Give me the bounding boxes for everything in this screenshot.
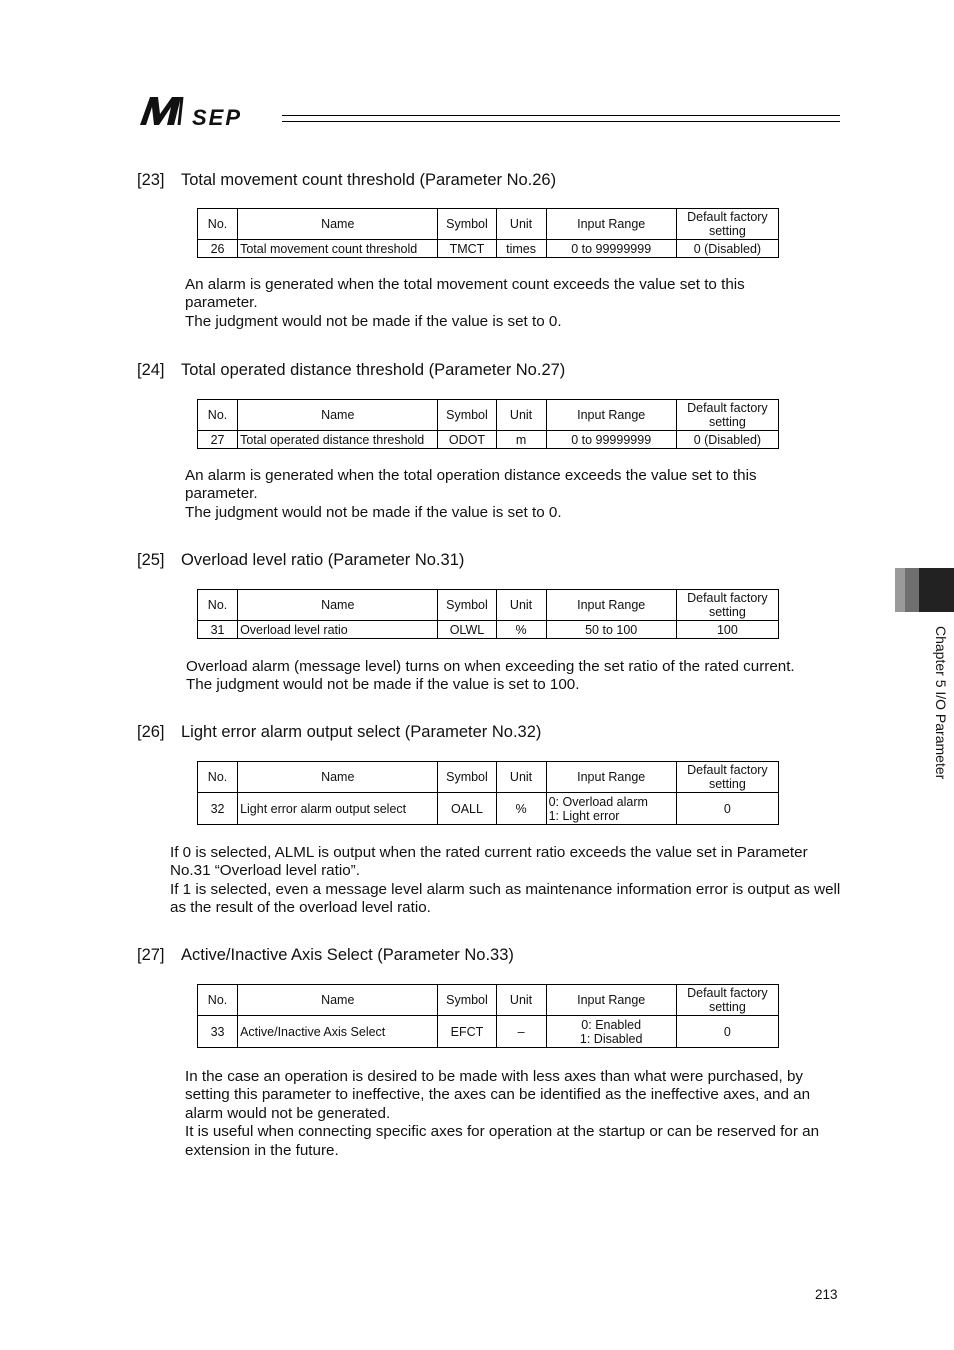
cell-name: Light error alarm output select: [238, 793, 438, 825]
header-no: No.: [198, 400, 238, 431]
header-input-range: Input Range: [546, 400, 676, 431]
cell-default: 0 (Disabled): [676, 431, 778, 449]
cell-unit: %: [496, 621, 546, 639]
header-symbol: Symbol: [438, 590, 496, 621]
cell-unit: times: [496, 240, 546, 258]
section-title: Overload level ratio (Parameter No.31): [181, 551, 465, 569]
header-unit: Unit: [496, 590, 546, 621]
cell-symbol: EFCT: [438, 1016, 496, 1048]
header-name: Name: [238, 985, 438, 1016]
header-default: Default factory setting: [676, 985, 778, 1016]
paragraph: An alarm is generated when the total operation distance exceeds the value set to this parameter.: [185, 467, 757, 503]
header-default: Default factory setting: [676, 400, 778, 431]
cell-symbol: OLWL: [438, 621, 496, 639]
section-number: [23]: [137, 171, 165, 189]
header-symbol: Symbol: [438, 985, 496, 1016]
cell-default: 100: [676, 621, 778, 639]
page-number: 213: [815, 1287, 838, 1302]
parameter-table: [197, 589, 779, 639]
cell-name: Total movement count threshold: [238, 240, 438, 258]
cell-no: 33: [198, 1016, 238, 1048]
header-name: Name: [238, 209, 438, 240]
header-default: Default factory setting: [676, 762, 778, 793]
header-default: Default factory setting: [676, 209, 778, 240]
cell-name: Total operated distance threshold: [238, 431, 438, 449]
cell-no: 31: [198, 621, 238, 639]
parameter-table: [197, 399, 779, 449]
section-heading: [137, 551, 464, 570]
paragraph: If 1 is selected, even a message level alarm such as maintenance information error is output as well as the result of the overload level ratio.: [170, 880, 841, 917]
cell-input-range: 50 to 100: [546, 621, 676, 639]
header-no: No.: [198, 209, 238, 240]
cell-input-range: 0 to 99999999: [546, 240, 676, 258]
header-name: Name: [238, 400, 438, 431]
cell-input-range: 0: Overload alarm 1: Light error: [546, 793, 676, 825]
cell-no: 32: [198, 793, 238, 825]
section-heading: [137, 361, 565, 380]
section-number: [27]: [137, 946, 165, 964]
section-title: Total operated distance threshold (Parameter No.27): [181, 361, 566, 379]
section-heading: [137, 171, 556, 190]
cell-symbol: OALL: [438, 793, 496, 825]
cell-default: 0: [676, 793, 778, 825]
header-name: Name: [238, 762, 438, 793]
header-symbol: Symbol: [438, 762, 496, 793]
description: [170, 844, 846, 918]
description: [185, 467, 805, 522]
header-no: No.: [198, 590, 238, 621]
section-heading: [137, 723, 541, 742]
cell-unit: –: [496, 1016, 546, 1048]
header-unit: Unit: [496, 985, 546, 1016]
paragraph: The judgment would not be made if the value is set to 0.: [185, 503, 562, 521]
header-no: No.: [198, 985, 238, 1016]
section-number: [25]: [137, 551, 165, 569]
header-input-range: Input Range: [546, 209, 676, 240]
description: [186, 658, 846, 695]
paragraph: Overload alarm (message level) turns on when exceeding the set ratio of the rated current.: [186, 658, 795, 675]
table-row: [198, 240, 779, 258]
header-symbol: Symbol: [438, 209, 496, 240]
section-number: [24]: [137, 361, 165, 379]
section-heading: [137, 946, 514, 965]
parameter-table: [197, 208, 779, 258]
cell-unit: %: [496, 793, 546, 825]
cell-input-range: 0: Enabled 1: Disabled: [546, 1016, 676, 1048]
cell-no: 27: [198, 431, 238, 449]
svg-text:SEP: SEP: [192, 105, 243, 128]
paragraph: It is useful when connecting specific axes for operation at the startup or can be reserved for an extension in the future.: [185, 1123, 820, 1159]
table-row: [198, 1016, 779, 1048]
chapter-tab-dark: [919, 568, 954, 612]
header-default: Default factory setting: [676, 590, 778, 621]
paragraph: An alarm is generated when the total movement count exceeds the value set to this parameter.: [185, 276, 745, 312]
header-input-range: Input Range: [546, 590, 676, 621]
section-title: Light error alarm output select (Parameter No.32): [181, 723, 542, 741]
description: [185, 1068, 845, 1160]
header-unit: Unit: [496, 762, 546, 793]
cell-default: 0 (Disabled): [676, 240, 778, 258]
section-number: [26]: [137, 723, 165, 741]
cell-name: Overload level ratio: [238, 621, 438, 639]
paragraph: The judgment would not be made if the value is set to 100.: [186, 676, 580, 694]
header-name: Name: [238, 590, 438, 621]
paragraph: In the case an operation is desired to be made with less axes than what were purchased, by setting this parameter to ineffective, the axes can be identified as the ineffective axes, and an alarm would not be generated.: [185, 1068, 811, 1122]
section-title: Active/Inactive Axis Select (Parameter No.33): [181, 946, 514, 964]
cell-symbol: TMCT: [438, 240, 496, 258]
paragraph: The judgment would not be made if the value is set to 0.: [185, 312, 562, 330]
header-no: No.: [198, 762, 238, 793]
msep-logo: [138, 92, 274, 128]
cell-default: 0: [676, 1016, 778, 1048]
cell-name: Active/Inactive Axis Select: [238, 1016, 438, 1048]
cell-symbol: ODOT: [438, 431, 496, 449]
header-input-range: Input Range: [546, 985, 676, 1016]
table-row: [198, 621, 779, 639]
header-unit: Unit: [496, 400, 546, 431]
cell-input-range: 0 to 99999999: [546, 431, 676, 449]
chapter-label: Chapter 5 I/O Parameter: [933, 626, 949, 780]
chapter-tab-mid: [905, 568, 919, 612]
cell-unit: m: [496, 431, 546, 449]
header-symbol: Symbol: [438, 400, 496, 431]
cell-no: 26: [198, 240, 238, 258]
header-input-range: Input Range: [546, 762, 676, 793]
header-rule-top: [282, 115, 840, 116]
description: [185, 276, 805, 331]
parameter-table: [197, 984, 779, 1048]
section-title: Total movement count threshold (Parameter No.26): [181, 171, 557, 189]
paragraph: If 0 is selected, ALML is output when the rated current ratio exceeds the value set in Parameter No.31 “Overload level ratio”.: [170, 844, 808, 880]
header-unit: Unit: [496, 209, 546, 240]
parameter-table: [197, 761, 779, 825]
header-rule-bottom: [282, 121, 840, 122]
table-row: [198, 793, 779, 825]
table-row: [198, 431, 779, 449]
